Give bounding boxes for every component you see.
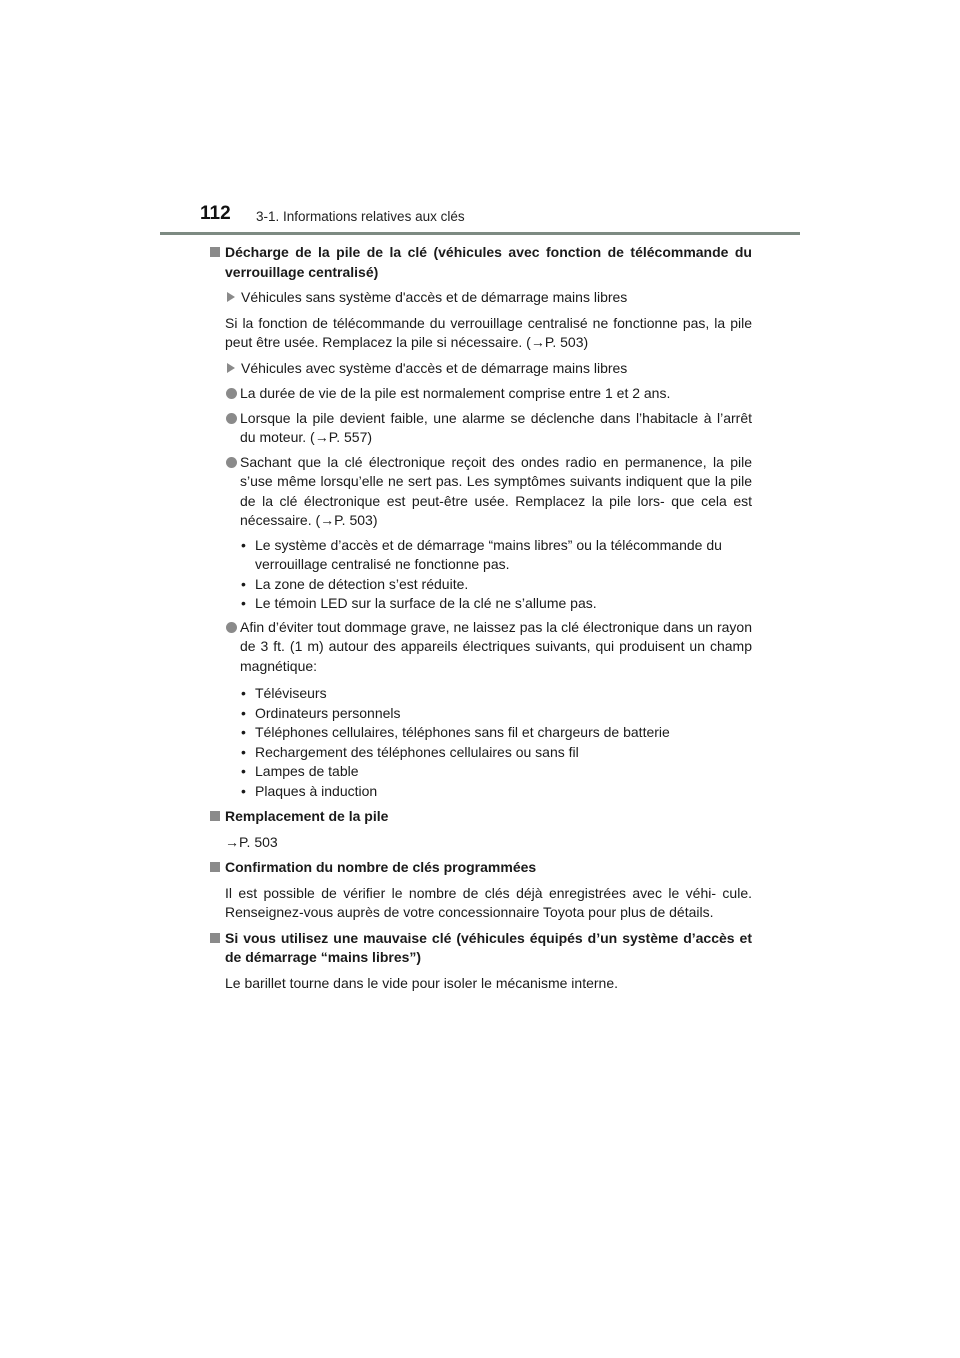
- section-title-battery: [210, 243, 752, 282]
- circle-bullet-icon: [226, 388, 237, 399]
- chapter-title: 3-1. Informations relatives aux clés: [256, 209, 465, 224]
- subheading-with-smart-key: [210, 359, 752, 379]
- page-reference-link[interactable]: →P. 503: [225, 833, 278, 850]
- paragraph-confirm-keys: Il est possible de vérifier le nombre de clés déjà enregistrées avec le véhi- cule. Renseignez-vous auprès de votre concessionnaire Toyota pour plus de détails.: [225, 884, 752, 920]
- bullet-text: Afin d’éviter tout dommage grave, ne laissez pas la clé électronique dans un rayon de 3 ft. (1 m) autour des appareils électriques suivants, qui produisent un champ magnétique:: [240, 618, 752, 674]
- list-item: • La zone de détection s’est réduite.: [241, 575, 469, 592]
- section-title-replace-battery: [210, 807, 752, 827]
- devices-list: [210, 684, 752, 801]
- section-title-wrong-key: [210, 929, 752, 968]
- symptoms-list: [210, 536, 752, 614]
- square-marker-icon: [210, 811, 220, 821]
- circle-bullet-icon: [226, 622, 237, 633]
- subheading-text: Véhicules avec système d'accès et de démarrage mains libres: [241, 359, 628, 376]
- bullet-battery-life: [210, 384, 752, 404]
- square-marker-icon: [210, 862, 220, 872]
- square-marker-icon: [210, 933, 220, 943]
- list-item: • Lampes de table: [241, 763, 359, 779]
- list-item: • Plaques à induction: [241, 782, 378, 799]
- paragraph-battery-worn: Si la fonction de télécommande du verrouillage centralisé ne fonctionne pas, la pile peut être usée. Remplacez la pile si nécessaire. (→P. 503): [225, 314, 752, 350]
- bullet-radio-waves: [210, 453, 752, 531]
- list-item: • Rechargement des téléphones cellulaires ou sans fil: [241, 743, 579, 760]
- list-item: • Ordinateurs personnels: [241, 704, 401, 721]
- section-title-text: Si vous utilisez une mauvaise clé (véhicules équipés d’un système d’accès et de démarrage “mains libres”): [225, 929, 752, 965]
- circle-bullet-icon: [226, 457, 237, 468]
- triangle-marker-icon: [227, 292, 235, 302]
- paragraph-wrong-key: Le barillet tourne dans le vide pour isoler le mécanisme interne.: [225, 974, 618, 991]
- bullet-text: Lorsque la pile devient faible, une alarme se déclenche dans l’habitacle à l’arrêt du moteur. (→P. 557): [240, 409, 752, 445]
- bullet-magnetic-field: [210, 618, 752, 677]
- bullet-text: La durée de vie de la pile est normalement comprise entre 1 et 2 ans.: [240, 385, 671, 401]
- subheading-text: Véhicules sans système d'accès et de démarrage mains libres: [241, 289, 628, 305]
- page-number: 112: [200, 203, 231, 224]
- section-title-text: Décharge de la pile de la clé (véhicules avec fonction de télécommande du verrouillage centralisé): [225, 244, 752, 280]
- bullet-text: Sachant que la clé électronique reçoit des ondes radio en permanence, la pile s’use même lorsqu’elle ne sert pas. Les symptômes suivants indiquent que la pile de la clé électronique est peut-être usée. Remplacez la pile lors- que cela est nécessaire. (→P. 503): [240, 453, 752, 528]
- subheading-without-smart-key: [210, 288, 752, 308]
- page-header: [0, 0, 960, 240]
- list-item: • Téléviseurs: [241, 685, 327, 701]
- square-marker-icon: [210, 247, 220, 257]
- section-title-text: Confirmation du nombre de clés programmées: [225, 859, 537, 875]
- triangle-marker-icon: [227, 363, 235, 373]
- page-content: [210, 243, 752, 999]
- list-item: • Le système d’accès et de démarrage “mains libres” ou la télécommande du verrouillage centralisé ne fonctionne pas.: [241, 536, 722, 572]
- header-divider: [160, 232, 800, 235]
- list-item: • Le témoin LED sur la surface de la clé ne s’allume pas.: [241, 595, 597, 611]
- list-item: • Téléphones cellulaires, téléphones sans fil et chargeurs de batterie: [241, 724, 670, 740]
- section-title-text: Remplacement de la pile: [225, 808, 389, 824]
- circle-bullet-icon: [226, 413, 237, 424]
- bullet-low-battery-alarm: [210, 409, 752, 448]
- section-title-confirm-keys: [210, 858, 752, 878]
